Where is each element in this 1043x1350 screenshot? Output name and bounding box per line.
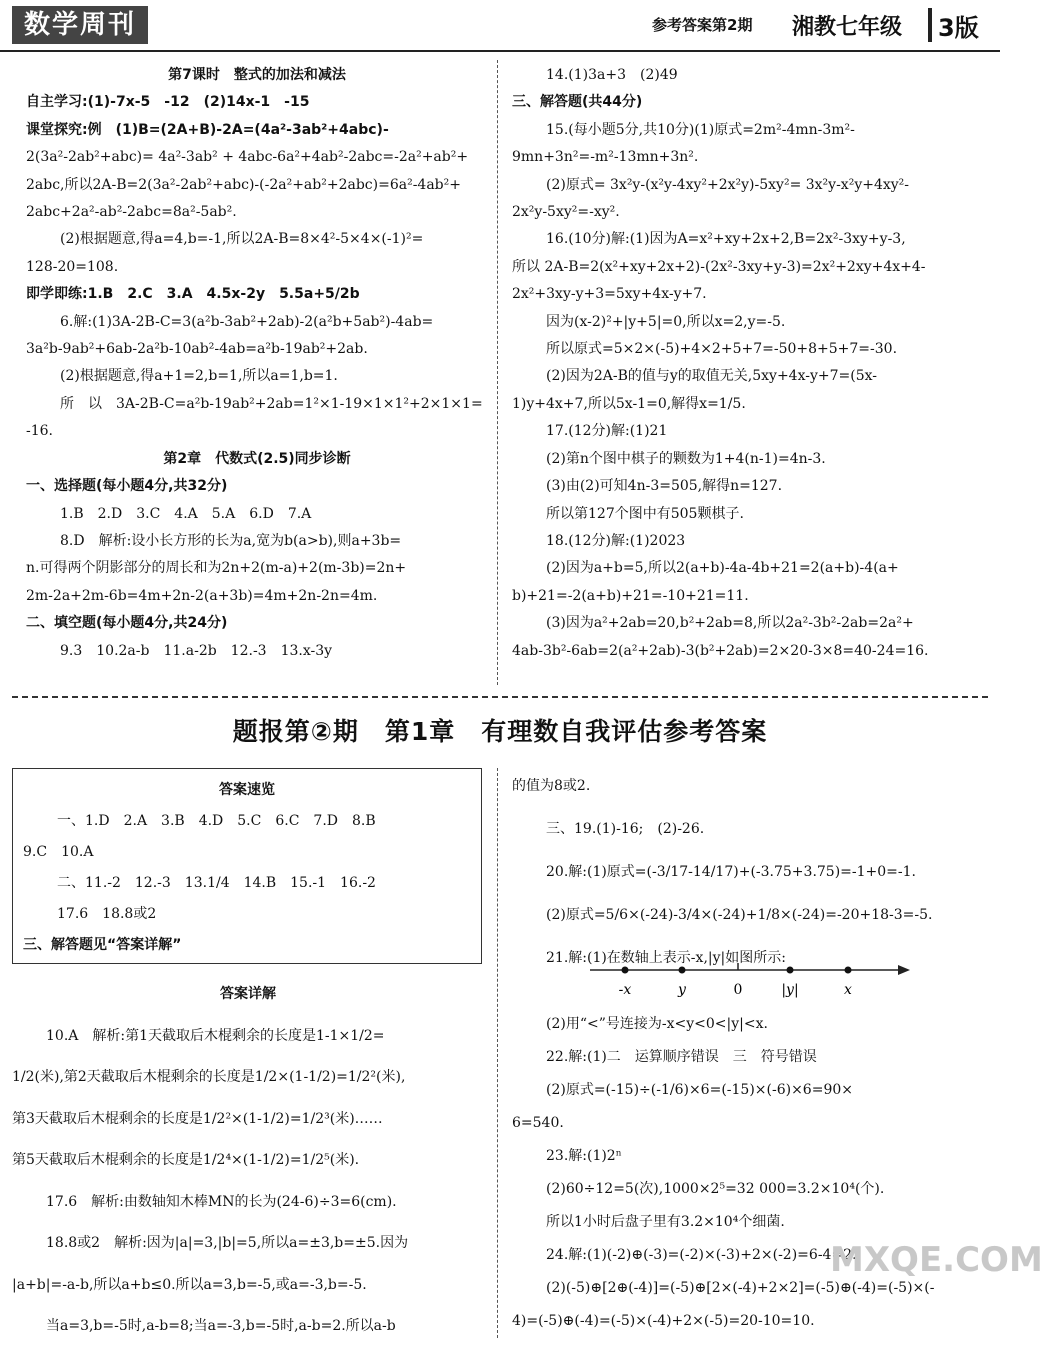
text-line: 10.A 解析:第1天截取后木棍剩余的长度是1-1×1/2=	[46, 1027, 385, 1044]
text-line: 第3天截取后木棍剩余的长度是1/2²×(1-1/2)=1/2³(米)……	[12, 1110, 383, 1127]
grade-label: 湘教七年级	[792, 15, 903, 40]
text-line: 2x²+3xy-y+3=5xy+4x-y+7.	[512, 286, 707, 303]
top-right-column	[512, 62, 988, 665]
text-line: -16.	[26, 423, 53, 440]
bottom-right-column-a	[512, 765, 988, 980]
text-line: 22.解:(1)二 运算顺序错误 三 符号错误	[546, 1049, 817, 1065]
text-line: 三、19.(1)-16; (2)-26.	[546, 821, 705, 837]
text-line: (2)根据题意,得a=4,b=-1,所以2A-B=8×4²-5×4×(-1)²=	[60, 231, 424, 248]
text-line: (3)由(2)可知4n-3=505,解得n=127.	[546, 478, 783, 495]
text-line: b)+21=-2(a+b)+21=-10+21=11.	[512, 587, 749, 604]
text-line: 4ab-3b²-6ab=2(a²+2ab)-3(b²+2ab)=2×20-3×8=40-24=16.	[512, 642, 929, 659]
text-line: 一、1.D 2.A 3.B 4.D 5.C 6.C 7.D 8.B	[57, 813, 376, 829]
text-line: 128-20=108.	[26, 258, 119, 275]
text-line: 2abc+2a²-ab²-2abc=8a²-5ab².	[26, 204, 237, 221]
issue-label: 参考答案第2期	[652, 16, 753, 34]
page-header	[0, 0, 1000, 52]
section-divider	[12, 696, 988, 698]
text-line: 二、填空题(每小题4分,共24分)	[26, 615, 228, 632]
text-line: 第2章 代数式(2.5)同步诊断	[163, 450, 351, 467]
text-line: 9.C 10.A	[23, 844, 94, 860]
text-line: 16.(10分)解:(1)因为A=x²+xy+2x+2,B=2x²-3xy+y-3,	[546, 231, 906, 248]
text-line: 1.B 2.D 3.C 4.A 5.A 6.D 7.A	[60, 505, 312, 522]
text-line: 三、解答题见“答案详解”	[23, 937, 182, 953]
text-line: 一、选择题(每小题4分,共32分)	[26, 478, 228, 495]
text-line: 第7课时 整式的加法和减法	[168, 67, 346, 83]
brand-logo: 数学周刊	[12, 6, 148, 44]
text-line: 23.解:(1)2ⁿ	[546, 1148, 622, 1164]
text-line: (2)原式=(-15)÷(-1/6)×6=(-15)×(-6)×6=90×	[546, 1082, 853, 1098]
answer-overview-box	[12, 768, 482, 964]
text-line: 所以 2A-B=2(x²+xy+2x+2)-(2x²-3xy+y-3)=2x²+2xy+4x+4-	[512, 258, 926, 275]
text-line: 17.(12分)解:(1)21	[546, 423, 668, 440]
text-line: 的值为8或2.	[512, 778, 591, 794]
text-line: (2)用“<”号连接为-x<y<0<|y|<x.	[546, 1016, 768, 1032]
text-line: 15.(每小题5分,共10分)(1)原式=2m²-4mn-3m²-	[546, 121, 855, 138]
text-line: (2)原式=5/6×(-24)-3/4×(-24)+1/8×(-24)=-20+18-3=-5.	[546, 907, 933, 923]
text-line: 9.3 10.2a-b 11.a-2b 12.-3 13.x-3y	[60, 642, 333, 659]
text-line: 20.解:(1)原式=(-3/17-14/17)+(-3.75+3.75)=-1+0=-1.	[546, 864, 916, 880]
text-line: (2)(-5)⊕[2⊕(-4)]=(-5)⊕[2×(-4)+2×2]=(-5)⊕(-4)=(-5)×(-	[546, 1280, 935, 1296]
text-line: 8.D 解析:设小长方形的长为a,宽为b(a>b),则a+3b=	[60, 532, 402, 549]
text-line: 三、解答题(共44分)	[512, 94, 643, 111]
header-separator	[928, 8, 932, 42]
watermark: MXQE.COM	[830, 1240, 1043, 1280]
label-x: x	[844, 982, 852, 998]
text-line: 课堂探究:例 (1)B=(2A+B)-2A=(4a²-3ab²+4abc)-	[26, 121, 389, 138]
text-line: 当a=3,b=-5时,a-b=8;当a=-3,b=-5时,a-b=2.所以a-b	[46, 1318, 396, 1334]
text-line: 因为(x-2)²+|y+5|=0,所以x=2,y=-5.	[546, 313, 786, 330]
text-line: 9mn+3n²=-m²-13mn+3n².	[512, 149, 699, 166]
text-line: 4)=(-5)⊕(-4)=(-5)×(-4)+2×(-5)=20-10=10.	[512, 1313, 815, 1329]
text-line: 所以1小时后盘子里有3.2×10⁴个细菌.	[546, 1214, 785, 1230]
text-line: |a+b|=-a-b,所以a+b≤0.所以a=3,b=-5,或a=-3,b=-5.	[12, 1276, 367, 1293]
text-line: (2)根据题意,得a+1=2,b=1,所以a=1,b=1.	[60, 368, 338, 385]
text-line: (2)因为a+b=5,所以2(a+b)-4a-4b+21=2(a+b)-4(a+	[546, 560, 899, 577]
text-line: 24.解:(1)(-2)⊕(-3)=(-2)×(-3)+2×(-2)=6-4=2.	[546, 1247, 857, 1263]
label-abs-y: |y|	[781, 982, 799, 998]
text-line: 21.解:(1)在数轴上表示-x,|y|如图所示:	[546, 950, 786, 966]
text-line: 1/2(米),第2天截取后木棍剩余的长度是1/2×(1-1/2)=1/2²(米),	[12, 1069, 406, 1085]
text-line: n.可得两个阴影部分的周长和为2n+2(m-a)+2(m-3b)=2n+	[26, 560, 407, 577]
text-line: 所 以 3A-2B-C=a²b-19ab²+2ab=1²×1-19×1×1²+2×1×1=	[60, 395, 483, 412]
text-line: 2x²y-5xy²=-xy².	[512, 204, 620, 221]
text-line: 17.6 18.8或2	[57, 906, 157, 922]
text-line: (2)原式= 3x²y-(x²y-4xy²+2x²y)-5xy²= 3x²y-x²y+4xy²-	[546, 176, 910, 193]
text-line: 6=540.	[512, 1115, 564, 1131]
text-line: 1)y+4x+7,所以5x-1=0,解得x=1/5.	[512, 395, 746, 412]
top-left-column	[26, 62, 488, 665]
label-y: y	[678, 982, 686, 998]
text-line: 2abc,所以2A-B=2(3a²-2ab²+abc)-(-2a²+ab²+2abc)=6a²-4ab²+	[26, 176, 461, 193]
text-line: 所以原式=5×2×(-5)+4×2+5+7=-50+8+5+7=-30.	[546, 341, 898, 358]
text-line: 所以第127个图中有505颗棋子.	[546, 505, 744, 522]
text-line: 答案详解	[220, 986, 276, 1002]
text-line: 第5天截取后木棍剩余的长度是1/2⁴×(1-1/2)=1/2⁵(米).	[12, 1152, 360, 1168]
text-line: 18.8或2 解析:因为|a|=3,|b|=5,所以a=±3,b=±5.因为	[46, 1235, 409, 1251]
text-line: 14.(1)3a+3 (2)49	[546, 67, 678, 83]
text-line: 即学即练:1.B 2.C 3.A 4.5x-2y 5.5a+5/2b	[26, 286, 360, 303]
text-line: 17.6 解析:由数轴知木棒MN的长为(24-6)÷3=6(cm).	[46, 1193, 397, 1210]
section-title: 题报第②期 第1章 有理数自我评估参考答案	[232, 717, 768, 746]
text-line: 6.解:(1)3A-2B-C=3(a²b-3ab²+2ab)-2(a²b+5ab²)-4ab=	[60, 313, 434, 330]
text-line: (2)第n个图中棋子的颗数为1+4(n-1)=4n-3.	[546, 450, 826, 467]
column-divider-bottom	[497, 768, 498, 1338]
text-line: 自主学习:(1)-7x-5 -12 (2)14x-1 -15	[26, 94, 310, 111]
answer-details	[12, 974, 484, 1348]
label-neg-x: -x	[618, 982, 632, 998]
text-line: 18.(12分)解:(1)2023	[546, 532, 686, 549]
column-divider	[497, 60, 498, 685]
bottom-right-column-b	[512, 1008, 988, 1338]
text-line: (2)60÷12=5(次),1000×2⁵=32 000=3.2×10⁴(个).	[546, 1181, 885, 1197]
text-line: 答案速览	[219, 782, 275, 798]
text-line: 二、11.-2 12.-3 13.1/4 14.B 15.-1 16.-2	[57, 875, 376, 891]
label-zero: 0	[733, 982, 743, 998]
number-line-figure	[590, 950, 910, 1005]
text-line: (3)因为a²+2ab=20,b²+2ab=8,所以2a²-3b²-2ab=2a²+	[546, 615, 914, 632]
text-line: 2(3a²-2ab²+abc)= 4a²-3ab² + 4abc-6a²+4ab²-2abc=-2a²+ab²+	[26, 149, 469, 166]
text-line: 3a²b-9ab²+6ab-2a²b-10ab²-4ab=a²b-19ab²+2ab.	[26, 341, 368, 358]
text-line: (2)因为2A-B的值与y的取值无关,5xy+4x-y+7=(5x-	[546, 368, 877, 385]
text-line: 2m-2a+2m-6b=4m+2n-2(a+3b)=4m+2n-2n=4m.	[26, 587, 378, 604]
page-number: 3版	[938, 14, 979, 42]
